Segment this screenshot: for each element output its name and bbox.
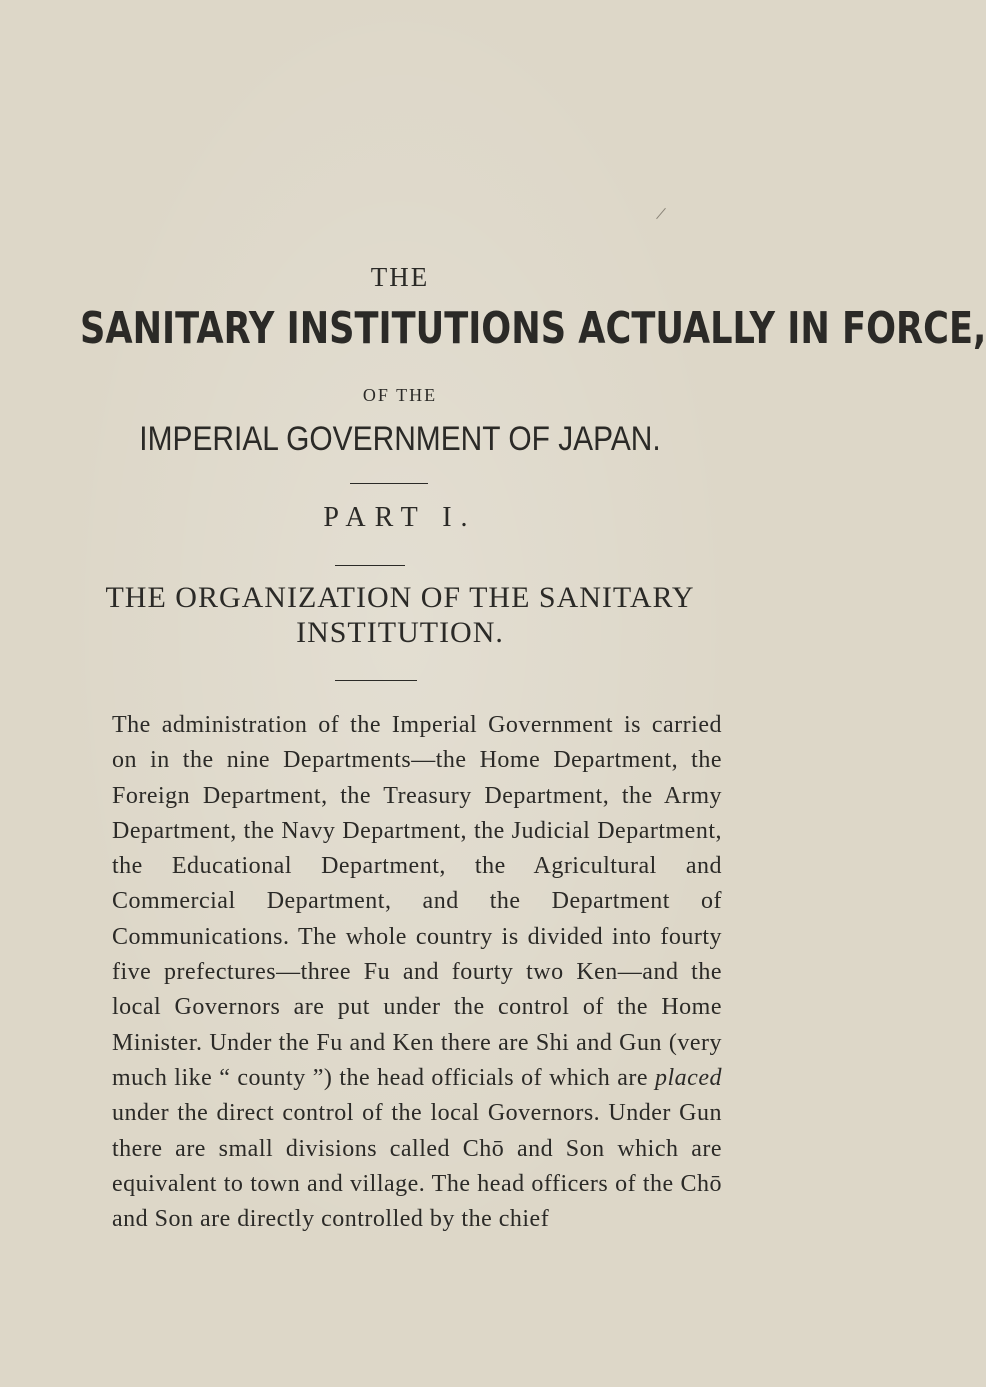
main-title: SANITARY INSTITUTIONS ACTUALLY IN FORCE,	[80, 303, 986, 354]
government-title: IMPERIAL GOVERNMENT OF JAPAN.	[139, 420, 661, 458]
divider-rule	[335, 680, 417, 681]
body-paragraph	[112, 708, 722, 1237]
section-heading-line-1: THE ORGANIZATION OF THE SANITARY	[105, 581, 695, 614]
title-the: THE	[370, 262, 430, 292]
divider-rule	[350, 483, 428, 484]
section-heading	[0, 580, 800, 650]
title-of-the: OF THE	[362, 385, 438, 405]
section-heading-line-2: INSTITUTION.	[296, 616, 504, 649]
part-heading: PART I.	[323, 502, 477, 533]
body-text-part-1: The administration of the Imperial Government is carried on in the nine Departments—the Home Department, the Foreign Department, the Treasury Department, the Army Department, the Navy Department, the Judicial Department, the Educational Department, the Agricultural and Commercial Department, and the Department of Communications. The whole country is divided into fourty five prefectures—three Fu and fourty two Ken—and the local Governors are put under the control of the Home Minister. Under the Fu and Ken there are Shi and Gun (very much like “ county ”) the head officials of which are	[112, 712, 722, 1091]
divider-rule	[335, 565, 405, 566]
body-text-part-2: under the direct control of the local Governors. Under Gun there are small divisions called Chō and Son which are equivalent to town and village. The head officers of the Chō and Son are directly controlled by the chief	[112, 1100, 722, 1233]
pencil-mark	[656, 208, 666, 219]
body-italic-word: placed	[655, 1064, 722, 1091]
